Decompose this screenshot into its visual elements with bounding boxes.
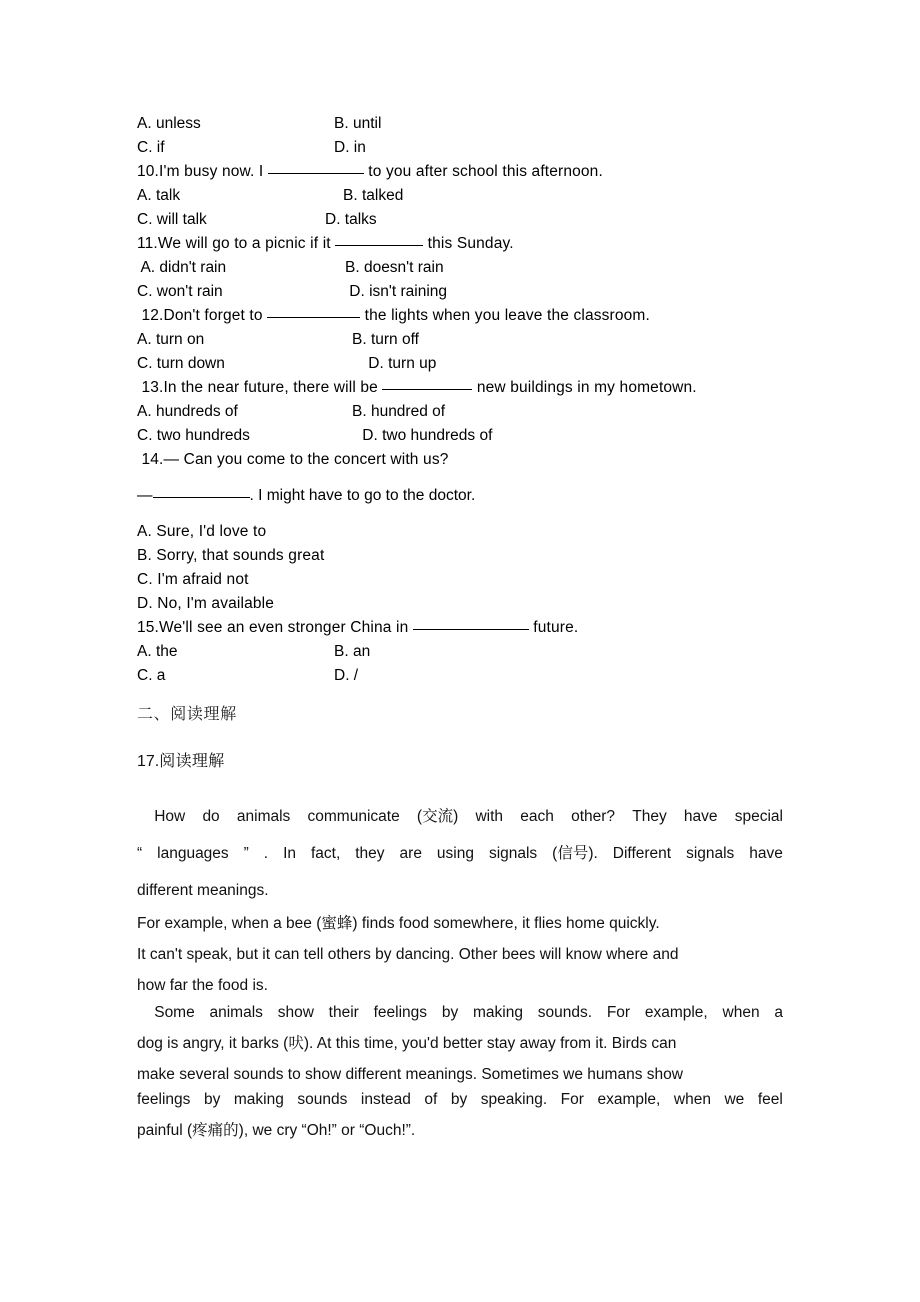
question-stem-text: 13.In the near future, there will be [137, 379, 383, 396]
passage-word: of [424, 1091, 438, 1108]
passage-word: animals [209, 1004, 263, 1021]
question-stem-text: future. [528, 619, 579, 636]
passage-word: are [399, 845, 422, 862]
answer-blank[interactable] [413, 616, 529, 630]
passage-word: making [233, 1091, 284, 1108]
option-choice[interactable]: A. hundreds of [137, 403, 238, 420]
option-choice[interactable]: A. the [137, 643, 178, 660]
passage-word: (信号). [552, 844, 598, 862]
passage-line: It can't speak, but it can tell others by dancing. Other bees will know where and [137, 946, 679, 963]
passage-word: speaking. [480, 1091, 548, 1108]
passage-word: Some [137, 1004, 195, 1021]
option-choice[interactable]: C. I'm afraid not [137, 571, 249, 588]
passage-word: special [734, 808, 783, 825]
passage-word: signals [686, 845, 735, 862]
option-row [137, 352, 797, 376]
option-row [137, 400, 797, 424]
question-stem [137, 304, 797, 328]
option-choice[interactable]: B. talked [343, 187, 404, 204]
option-row [137, 328, 797, 352]
question-stem [137, 616, 797, 640]
option-choice[interactable]: A. unless [137, 115, 201, 132]
question-stem-text: 12.Don't forget to [137, 307, 268, 324]
passage-word: (交流) [416, 807, 459, 825]
option-choice[interactable]: D. isn't raining [345, 283, 448, 300]
reading-item-number: 17. [137, 753, 160, 770]
passage-word: by [203, 1091, 221, 1108]
passage-word: making [472, 1004, 523, 1021]
passage-word: Different [612, 845, 672, 862]
passage-word: How [137, 808, 186, 825]
option-row [137, 664, 797, 688]
passage-word: they [355, 845, 385, 862]
question-stem [137, 232, 797, 256]
option-choice[interactable]: C. turn down [137, 355, 225, 372]
question-stem-text: 11.We will go to a picnic if it [137, 235, 336, 252]
passage-word: with [475, 808, 504, 825]
question-stem-text: 10.I'm busy now. I [137, 163, 268, 180]
spacer [137, 508, 797, 520]
passage-word: by [450, 1091, 468, 1108]
passage-word: In [283, 845, 297, 862]
passage-word: have [749, 845, 783, 862]
option-choice[interactable]: A. turn on [137, 331, 205, 348]
passage-word: show [277, 1004, 314, 1021]
option-choice[interactable]: A. didn't rain [137, 259, 227, 276]
passage-word: They [632, 808, 667, 825]
option-choice[interactable]: A. Sure, I'd love to [137, 523, 267, 540]
option-row [137, 256, 797, 280]
passage-word: when [722, 1004, 760, 1021]
passage-word: languages [157, 845, 229, 862]
section-heading: 二、阅读理解 [137, 704, 237, 723]
passage-word: example, [644, 1004, 708, 1021]
option-choice[interactable]: B. until [334, 115, 382, 132]
option-row [137, 112, 797, 136]
option-choice[interactable]: D. / [334, 667, 359, 684]
passage-word: using [436, 845, 474, 862]
passage-word: . [263, 845, 269, 862]
option-row [137, 424, 797, 448]
cjk-gloss: 交流 [422, 807, 454, 825]
option-choice[interactable]: D. turn up [364, 355, 437, 372]
spacer [137, 472, 797, 484]
answer-blank[interactable] [153, 484, 250, 498]
passage-word: For [560, 1091, 584, 1108]
question-stem-text: . I might have to go to the doctor. [249, 487, 476, 504]
passage-word: a [774, 1004, 783, 1021]
option-choice[interactable]: D. two hundreds of [358, 427, 493, 444]
cjk-gloss: 疼痛的 [192, 1121, 239, 1139]
passage-word: have [683, 808, 718, 825]
passage-line: how far the food is. [137, 977, 268, 994]
cjk-gloss: 蜜蜂 [321, 914, 353, 932]
passage-word: their [328, 1004, 359, 1021]
passage-word: communicate [307, 808, 400, 825]
reading-item-heading [137, 750, 225, 773]
option-row [137, 280, 797, 304]
option-choice[interactable]: D. No, I'm available [137, 595, 274, 612]
option-row [137, 136, 797, 160]
option-choice[interactable]: A. talk [137, 187, 181, 204]
cjk-gloss: 信号 [557, 844, 589, 862]
passage-word: signals [488, 845, 538, 862]
passage-word: example, [597, 1091, 661, 1108]
passage-line: For example, when a bee (蜜蜂) finds food somewhere, it flies home quickly. [137, 914, 660, 932]
option-choice[interactable]: C. if [137, 139, 165, 156]
passage-line [137, 835, 783, 872]
reading-item-label: 阅读理解 [159, 751, 225, 770]
question-stem-text: this Sunday. [423, 235, 514, 252]
em-dash: — [137, 487, 153, 504]
question-stem [137, 376, 797, 400]
passage-paragraph [137, 1000, 783, 1149]
passage-word: when [673, 1091, 711, 1108]
option-choice[interactable]: B. an [334, 643, 371, 660]
option-choice[interactable]: D. in [334, 139, 366, 156]
passage-word: fact, [310, 845, 341, 862]
passage-paragraph [137, 798, 783, 909]
passage-word: sounds. [537, 1004, 593, 1021]
passage-word: do [202, 808, 220, 825]
passage-word: feelings [137, 1091, 191, 1108]
passage-line [137, 1087, 783, 1112]
answer-blank[interactable] [267, 304, 360, 318]
passage-word: feel [757, 1091, 783, 1108]
passage-line [137, 1000, 783, 1025]
option-choice[interactable]: B. doesn't rain [345, 259, 444, 276]
passage-word: animals [236, 808, 291, 825]
question-stem-text: the lights when you leave the classroom. [360, 307, 650, 324]
multiple-choice-section [137, 112, 797, 688]
answer-blank[interactable] [268, 160, 364, 174]
reading-passage [137, 798, 783, 1151]
passage-word: feelings [373, 1004, 428, 1021]
passage-word: sounds [297, 1091, 348, 1108]
question-stem-text: 15.We'll see an even stronger China in [137, 619, 413, 636]
passage-word: we [724, 1091, 745, 1108]
passage-word: ” [243, 845, 249, 862]
passage-word: instead [360, 1091, 411, 1108]
option-choice[interactable]: C. a [137, 667, 166, 684]
passage-word: For [606, 1004, 631, 1021]
option-row [137, 184, 797, 208]
option-choice[interactable]: B. Sorry, that sounds great [137, 547, 325, 564]
passage-word: other? [571, 808, 616, 825]
answer-blank[interactable] [382, 376, 472, 390]
passage-line: different meanings. [137, 882, 269, 899]
option-choice[interactable]: B. turn off [352, 331, 419, 348]
passage-line [137, 798, 783, 835]
option-choice[interactable]: B. hundred of [352, 403, 446, 420]
question-stem-text: to you after school this afternoon. [363, 163, 603, 180]
question-stem: 14.— Can you come to the concert with us? [137, 451, 449, 468]
passage-line: dog is angry, it barks (吠). At this time, you'd better stay away from it. Birds can [137, 1034, 677, 1052]
question-answer-line [137, 484, 797, 508]
question-stem [137, 160, 797, 184]
passage-line: make several sounds to show different meanings. Sometimes we humans show [137, 1066, 683, 1083]
passage-paragraph [137, 911, 783, 998]
option-row [137, 208, 797, 232]
passage-word: each [520, 808, 554, 825]
passage-word: “ [137, 845, 143, 862]
option-choice[interactable]: C. will talk [137, 211, 207, 228]
option-choice[interactable]: C. won't rain [137, 283, 223, 300]
option-row [137, 640, 797, 664]
option-choice[interactable]: D. talks [325, 211, 377, 228]
answer-blank[interactable] [335, 232, 423, 246]
passage-word: by [441, 1004, 459, 1021]
cjk-gloss: 吠 [288, 1034, 304, 1052]
option-choice[interactable]: C. two hundreds [137, 427, 250, 444]
question-stem-text: new buildings in my hometown. [472, 379, 697, 396]
passage-line: painful (疼痛的), we cry “Oh!” or “Ouch!”. [137, 1121, 416, 1139]
